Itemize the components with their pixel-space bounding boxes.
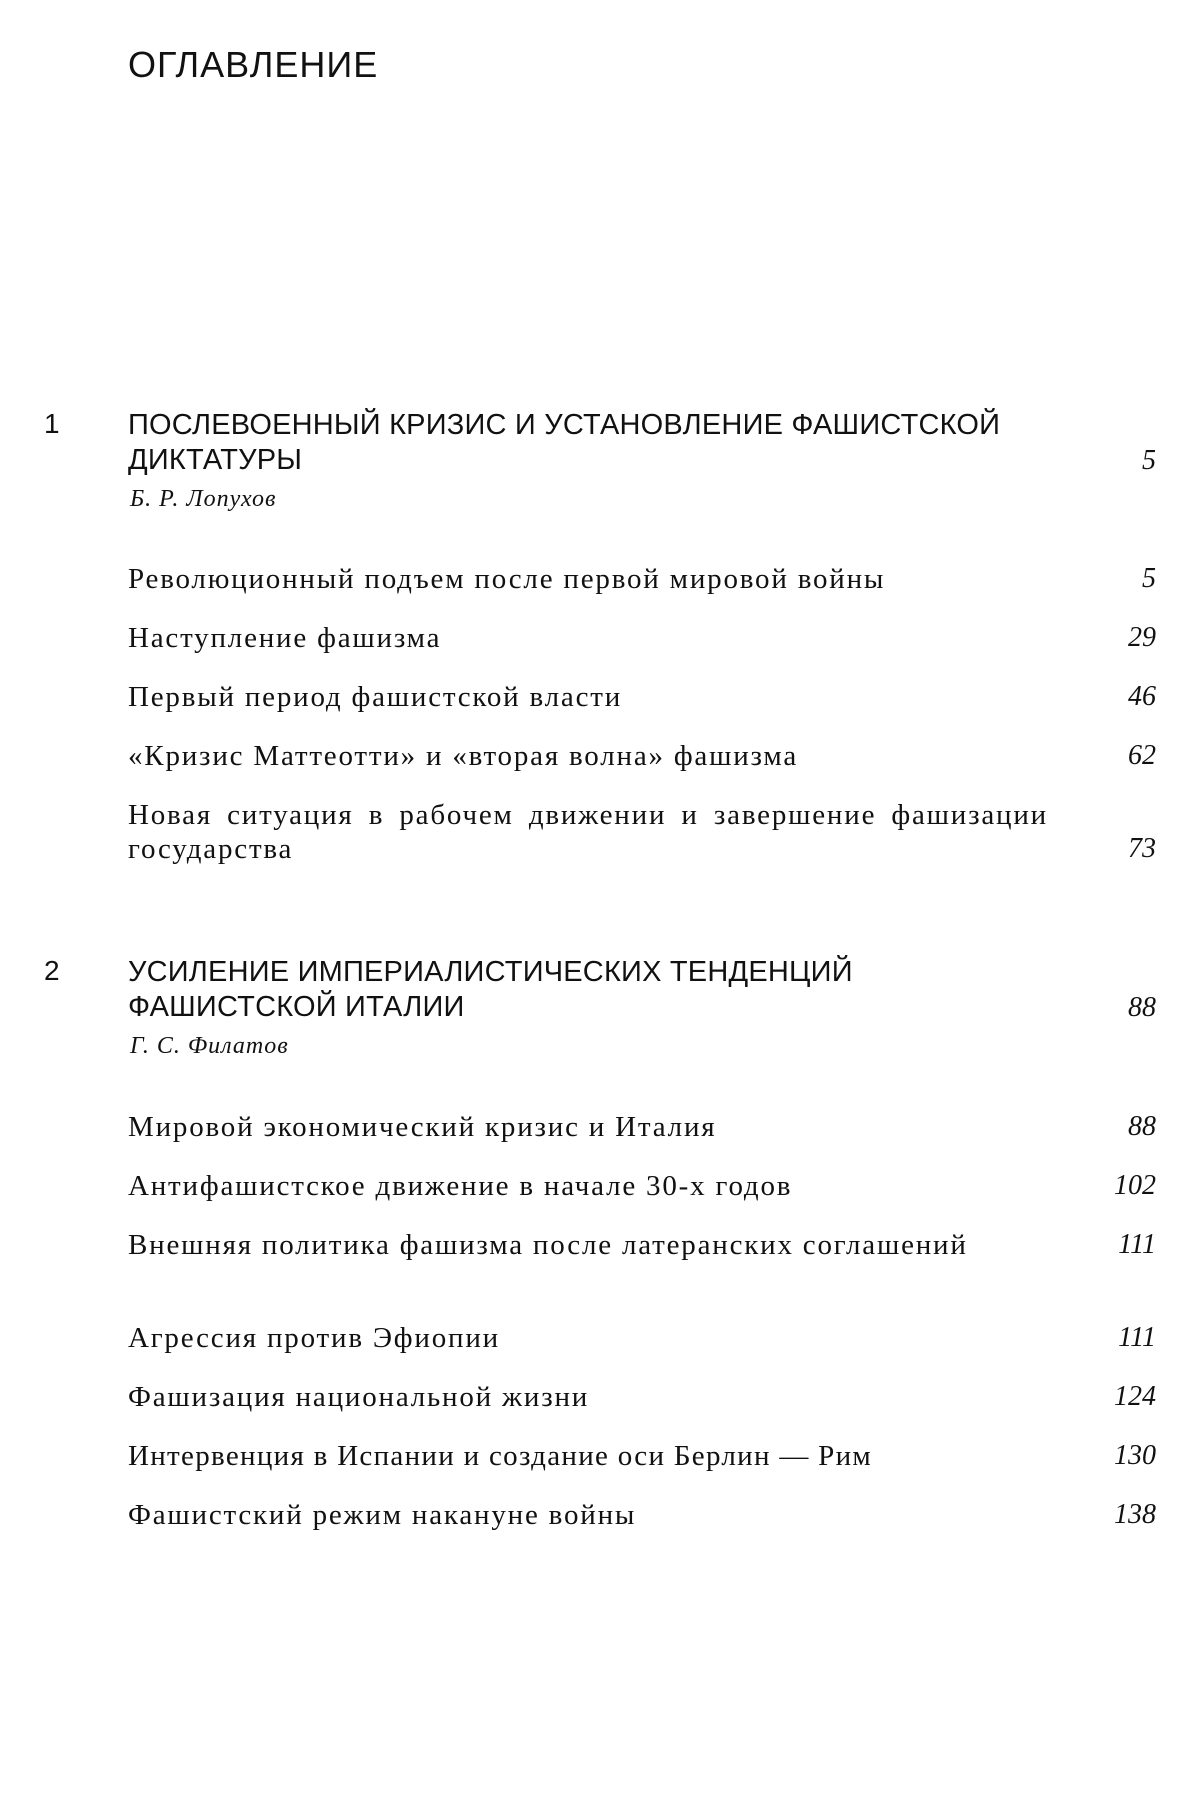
toc-entry-title: Внешняя политика фашизма после латеранских соглашений xyxy=(128,1229,968,1261)
toc-entry-title: Агрессия против Эфиопии xyxy=(128,1322,500,1354)
toc-entry-title: Антифашистское движение в начале 30-х годов xyxy=(128,1170,793,1202)
toc-entry-page: 111 xyxy=(1118,1229,1156,1260)
toc-entry[interactable] xyxy=(128,680,1156,714)
toc-entry[interactable] xyxy=(128,1228,1156,1262)
page-title: ОГЛАВЛЕНИЕ xyxy=(128,44,379,85)
toc-entry-page: 73 xyxy=(1128,833,1156,864)
toc-entry-page: 46 xyxy=(1128,681,1156,712)
toc-entry-title: Наступление фашизма xyxy=(128,622,442,654)
toc-entry-page: 5 xyxy=(1142,563,1156,594)
toc-entry-page: 102 xyxy=(1114,1170,1156,1201)
chapter-title: ПОСЛЕВОЕННЫЙ КРИЗИС И УСТАНОВЛЕНИЕ ФАШИСТСКОЙ ДИКТАТУРЫ xyxy=(128,409,1001,476)
toc-entry[interactable] xyxy=(128,1110,1156,1144)
toc-entry-page: 88 xyxy=(1128,1111,1156,1142)
toc-entry[interactable] xyxy=(128,1380,1156,1414)
toc-entry-title: Революционный подъем после первой мировой войны xyxy=(128,563,886,595)
toc-entry-page: 124 xyxy=(1114,1381,1156,1412)
toc-entry-title: Мировой экономический кризис и Италия xyxy=(128,1111,717,1143)
chapter-page-number: 5 xyxy=(1142,445,1156,476)
chapter-page-number: 88 xyxy=(1128,992,1156,1023)
chapter-author: Б. Р. Лопухов xyxy=(130,486,277,512)
toc-entry[interactable] xyxy=(128,1169,1156,1203)
chapter-title: УСИЛЕНИЕ ИМПЕРИАЛИСТИЧЕСКИХ ТЕНДЕНЦИЙ ФАШИСТСКОЙ ИТАЛИИ xyxy=(128,956,853,1023)
toc-entry[interactable] xyxy=(128,1498,1156,1532)
chapter-number: 2 xyxy=(44,955,60,986)
toc-entry[interactable] xyxy=(128,798,1156,866)
toc-entry-title: «Кризис Маттеотти» и «вторая волна» фашизма xyxy=(128,740,799,772)
toc-entry[interactable] xyxy=(128,562,1156,596)
toc-entry-title: Первый период фашистской власти xyxy=(128,681,623,713)
toc-entry-title: Фашистский режим накануне войны xyxy=(128,1499,637,1531)
toc-entry[interactable] xyxy=(128,739,1156,773)
toc-entry-title: Фашизация национальной жизни xyxy=(128,1381,590,1413)
toc-entry-page: 29 xyxy=(1128,622,1156,653)
toc-entry[interactable] xyxy=(128,1321,1156,1355)
chapter-number: 1 xyxy=(44,408,60,439)
chapter-author: Г. С. Филатов xyxy=(130,1033,289,1059)
toc-entry[interactable] xyxy=(128,621,1156,655)
toc-entry-page: 130 xyxy=(1114,1440,1156,1471)
toc-entry-page: 62 xyxy=(1128,740,1156,771)
toc-entry-page: 111 xyxy=(1118,1322,1156,1353)
toc-entry-title: Новая ситуация в рабочем движении и завершение фашизации государства xyxy=(128,799,1048,865)
toc-entry-title: Интервенция в Испании и создание оси Берлин — Рим xyxy=(128,1440,873,1472)
toc-entry-page: 138 xyxy=(1114,1499,1156,1530)
toc-entry[interactable] xyxy=(128,1439,1156,1473)
